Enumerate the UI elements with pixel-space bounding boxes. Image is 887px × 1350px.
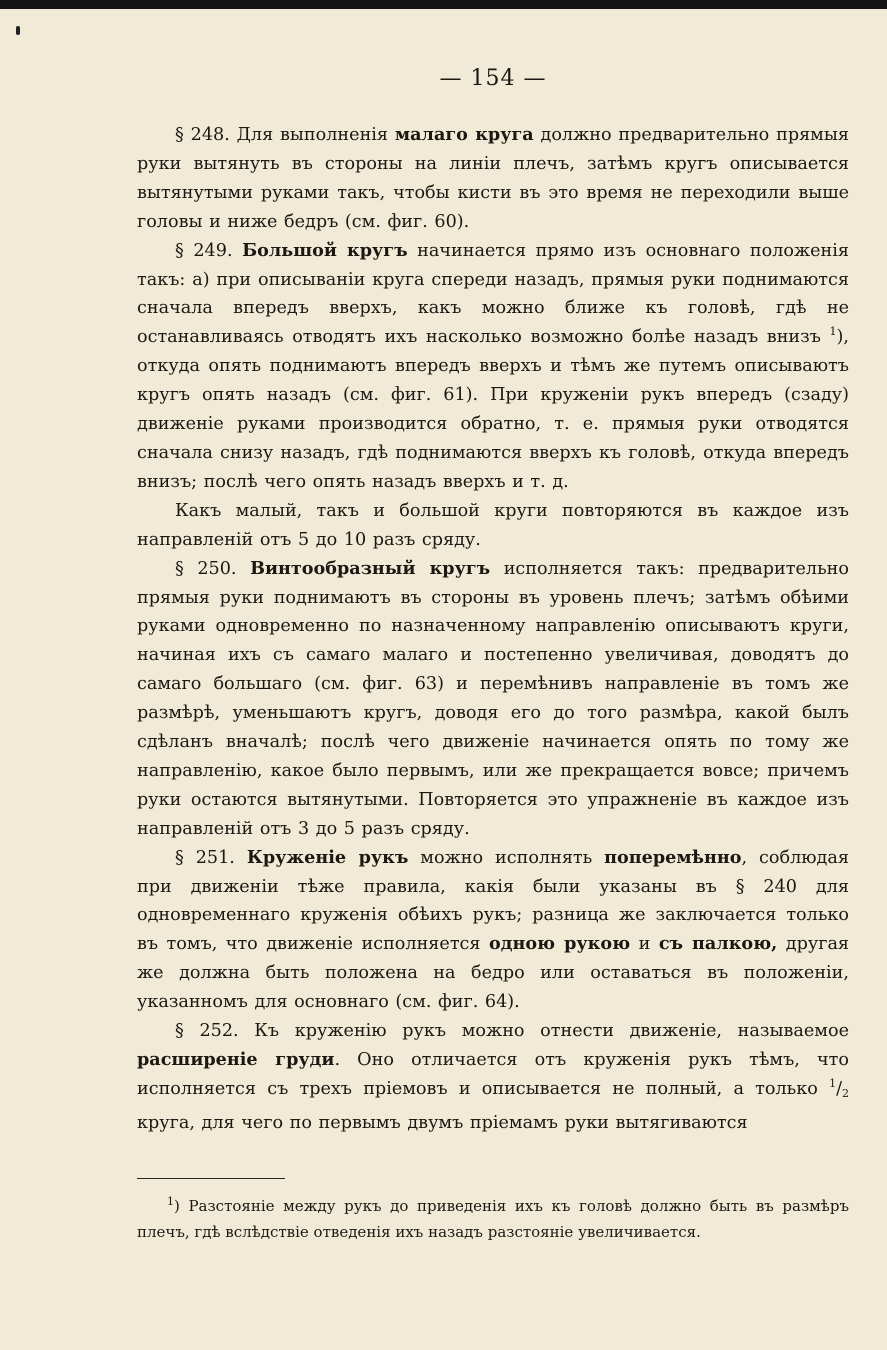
section-number: § 252. — [175, 1021, 239, 1042]
section-number: § 249. — [175, 240, 233, 261]
section-number: § 251. — [175, 847, 235, 868]
term-bold: Круженіе рукъ — [246, 846, 409, 868]
term-bold: Большой кругъ — [242, 239, 408, 261]
page — [137, 66, 849, 1245]
footnote — [137, 1193, 849, 1245]
scan-top-edge — [0, 0, 887, 9]
paragraph-250: § 250. Винтообразный кругъ исполняется такъ: предварительно прямыя руки поднимаютъ въ стороны въ уровень плечъ; затѣмъ обѣими руками одновременно по назначенному направленію описываютъ круги, начиная ихъ съ самаго малаго и постепенно увеличивая, доводятъ до самаго большаго (см. фиг. 63) и перемѣнивъ направленіе въ томъ же размѣрѣ, уменьшаютъ кругъ, доводя его до того размѣра, какой былъ сдѣланъ вначалѣ; послѣ чего движеніе начинается опять по тому же направленію, какое было первымъ, или же прекращается вовсе; причемъ руки остаются вытянутыми. Повторяется это упражненіе въ каждое изъ направленій отъ 3 до 5 разъ сряду. — [137, 557, 849, 839]
fraction-numerator: 1 — [829, 1077, 837, 1091]
paragraph-249: § 249. Большой кругъ начинается прямо изъ основнаго положенія такъ: а) при описываніи круга спереди назадъ, прямыя руки поднимаются сначала впередъ вверхъ, какъ можно ближе къ головѣ, гдѣ не останавливаясь отводятъ ихъ насколько возможно болѣе назадъ внизъ $^1$), откуда опять поднимаютъ впередъ вверхъ и тѣмъ же путемъ описываютъ кругъ опять назадъ (см. фиг. 61). При круженіи рукъ впередъ (сзаду) движеніе руками производится обратно, т. е. прямыя руки отводятся сначала снизу назадъ, гдѣ поднимаются вверхъ къ головѣ, откуда впередъ внизъ; послѣ чего опять назадъ вверхъ и т. д. — [137, 239, 850, 492]
section-number: § 250. — [175, 558, 237, 579]
page-number: — 154 — — [439, 66, 547, 91]
paragraph-248: § 248. Для выполненія малаго круга должно предварительно прямыя руки вытянуть въ стороны на линіи плечъ, затѣмъ кругъ описывается вытянутыми руками такъ, чтобы кисти въ это время не переходили выше головы и ниже бедръ (см. фиг. 60). — [137, 124, 849, 232]
term-bold: Винтообразный кругъ — [250, 557, 491, 579]
term-bold: поперемѣнно — [604, 846, 742, 868]
paragraph-249-continued: Какъ малый, такъ и большой круги повторяются въ каждое изъ направленій отъ 5 до 10 разъ сряду. — [137, 500, 849, 550]
term-bold: съ палкою, — [658, 933, 778, 955]
fraction-slash: / — [836, 1078, 843, 1099]
scan-speck — [16, 26, 20, 35]
footnote-text: ) Разстояніе между рукъ до приведенія ихъ къ головѣ должно быть въ размѣръ плечъ, гдѣ вслѣдствіе отведенія ихъ назадъ разстояніе увеличивается. — [137, 1196, 849, 1241]
paragraph-251: § 251. Круженіе рукъ можно исполнять поперемѣнно, соблюдая при движеніи тѣже правила, какія были указаны въ § 240 для одновременнаго круженія обѣихъ рукъ; разница же заключается только въ томъ, что движеніе исполняется одною рукою и съ палкою, другая же должна быть положена на бедро или оставаться въ положеніи, указанномъ для основнаго (см. фиг. 64). — [137, 846, 850, 1013]
footnote-separator — [137, 1178, 285, 1179]
fraction-denominator: 2 — [842, 1086, 850, 1100]
term-bold: малаго круга — [394, 124, 534, 145]
term-bold: одною рукою — [488, 933, 631, 955]
section-number: § 248. — [175, 125, 230, 145]
term-bold: расширеніе груди — [137, 1049, 335, 1070]
paragraph-252: § 252. Къ круженію рукъ можно отнести движеніе, называемое расширеніе груди. Оно отличается отъ круженія рукъ тѣмъ, что исполняется съ трехъ пріемовъ и описывается не полный, а только $^1/_2$ круга, для чего по первымъ двумъ пріемамъ руки вытягиваются — [137, 1021, 850, 1133]
footnote-ref: 1 — [829, 325, 837, 339]
footnote-mark: 1 — [167, 1194, 174, 1208]
